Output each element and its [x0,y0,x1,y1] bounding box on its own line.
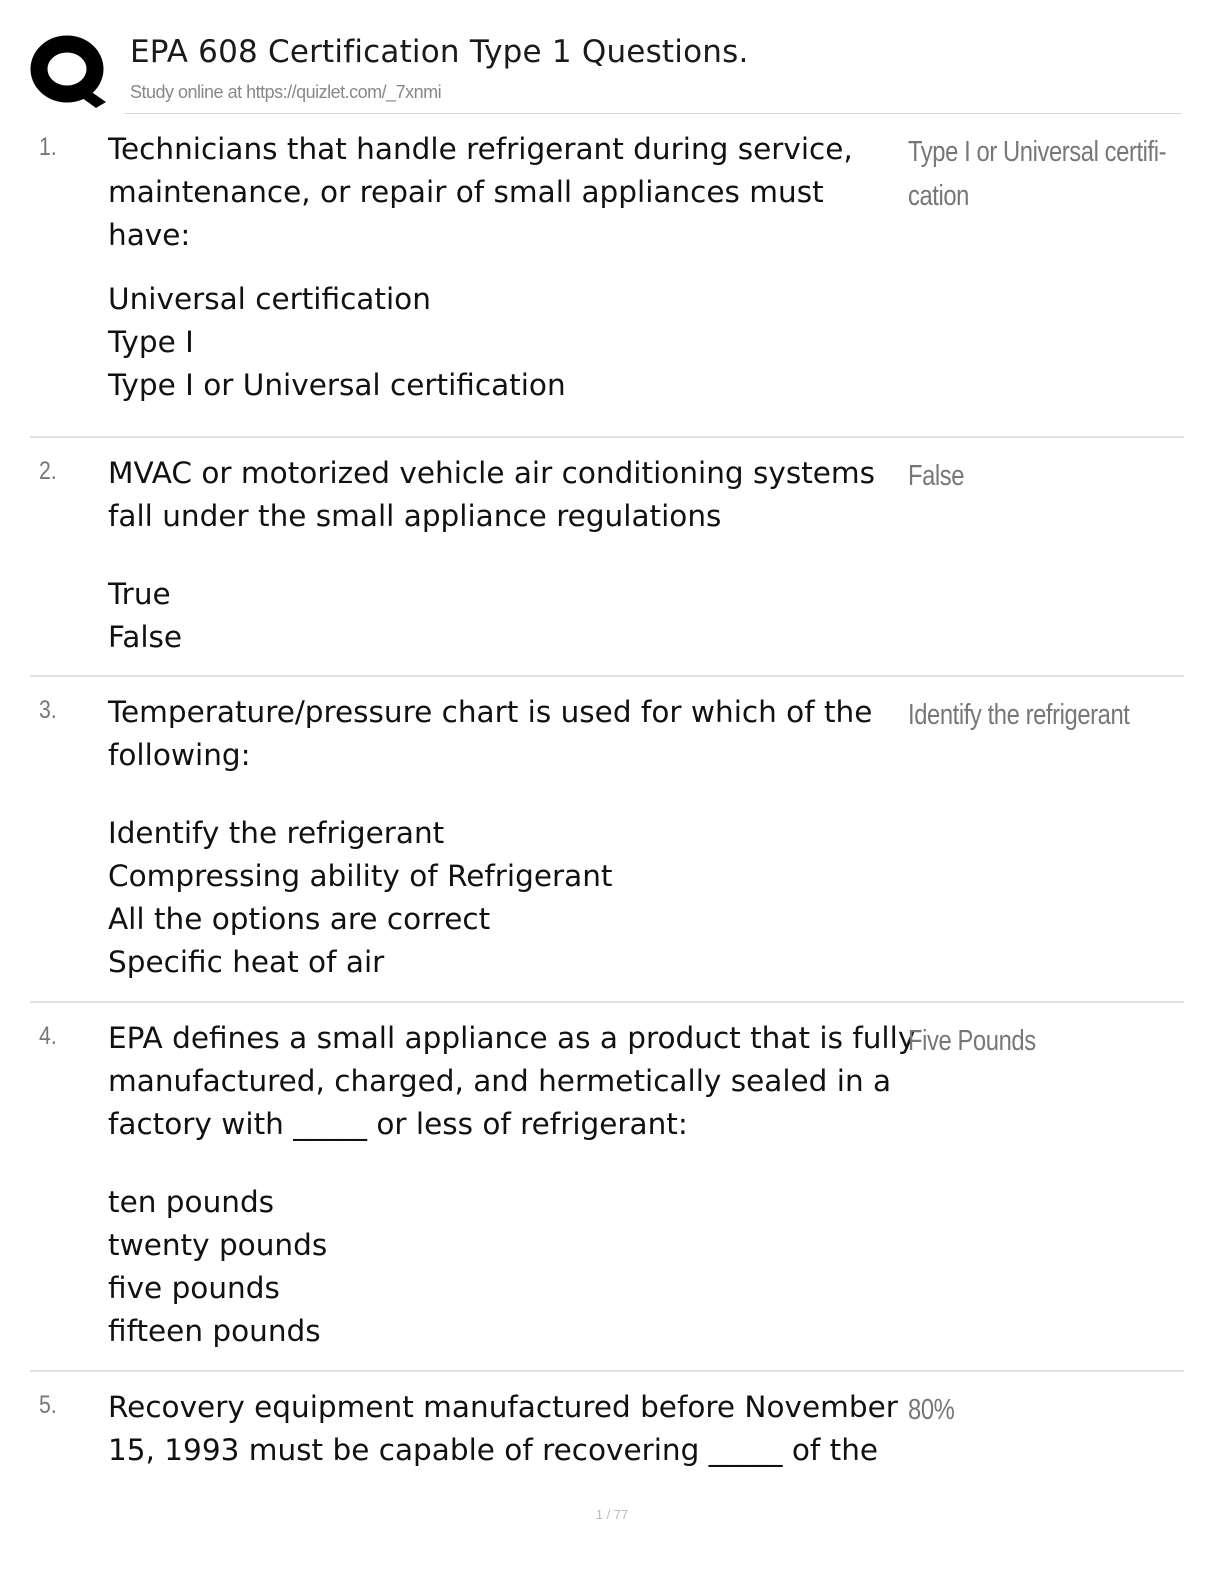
question-line: factory with _____ or less of refrigerant: [108,1107,688,1141]
question-line: maintenance, or repair of small appliances must [108,175,824,209]
option-item: Specific heat of air [108,945,385,979]
question-line: Recovery equipment manufactured before November [108,1390,898,1424]
option-item: twenty pounds [108,1228,328,1262]
quizlet-logo-icon [30,32,112,108]
flashcard [30,1003,1184,1372]
card-answer [908,130,1167,218]
option-item: five pounds [108,1271,280,1305]
question-line: fall under the small appliance regulations [108,499,722,533]
card-question [108,438,908,538]
option-item: All the options are correct [108,902,491,936]
card-number: 1. [39,133,57,161]
option-item: False [108,620,183,654]
card-answer [908,693,1129,737]
card-question [108,1003,916,1146]
answer-line: Five Pounds [908,1025,1036,1057]
card-options [108,278,908,407]
card-answer [908,1388,1129,1432]
option-item: fifteen pounds [108,1314,321,1348]
card-question [108,1372,908,1472]
question-line: following: [108,738,251,772]
option-item: ten pounds [108,1185,275,1219]
card-options [108,1181,908,1353]
option-item: Type I [108,325,194,359]
document-header [30,28,1190,118]
flashcard [30,114,1184,438]
flashcard [30,1372,1184,1482]
card-number: 4. [39,1022,57,1050]
question-line: Technicians that handle refrigerant during service, [108,132,853,166]
card-options [108,812,908,984]
card-answer [908,1019,1129,1063]
flashcard [30,438,1184,677]
option-item: Identify the refrigerant [108,816,445,850]
option-item: True [108,577,171,611]
option-item: Type I or Universal certification [108,368,566,402]
card-answer [908,454,1129,498]
study-online-link-text: Study online at https://quizlet.com/_7xnmi [130,82,442,102]
card-options [108,573,908,659]
card-number: 2. [39,457,57,485]
answer-line: 80% [908,1394,955,1426]
document-title: EPA 608 Certification Type 1 Questions. [130,34,749,70]
card-number: 3. [39,696,57,724]
question-line: have: [108,218,191,252]
question-line: 15, 1993 must be capable of recovering _____ of the [108,1433,879,1467]
answer-line: False [908,460,965,492]
card-question [108,677,908,777]
question-line: MVAC or motorized vehicle air conditioning systems [108,456,876,490]
question-line: Temperature/pressure chart is used for which of the [108,695,873,729]
answer-line: Type I or Universal certifi- [908,136,1167,168]
answer-line: Identify the refrigerant [908,699,1130,731]
flashcard-list [30,114,1184,1482]
question-line: EPA defines a small appliance as a product that is fully [108,1021,916,1055]
flashcard [30,677,1184,1003]
card-question [108,114,908,257]
option-item: Compressing ability of Refrigerant [108,859,613,893]
question-line: manufactured, charged, and hermetically sealed in a [108,1064,892,1098]
answer-line: cation [908,180,970,212]
page-number: 1 / 77 [595,1507,629,1522]
option-item: Universal certification [108,282,431,316]
card-number: 5. [39,1391,57,1419]
